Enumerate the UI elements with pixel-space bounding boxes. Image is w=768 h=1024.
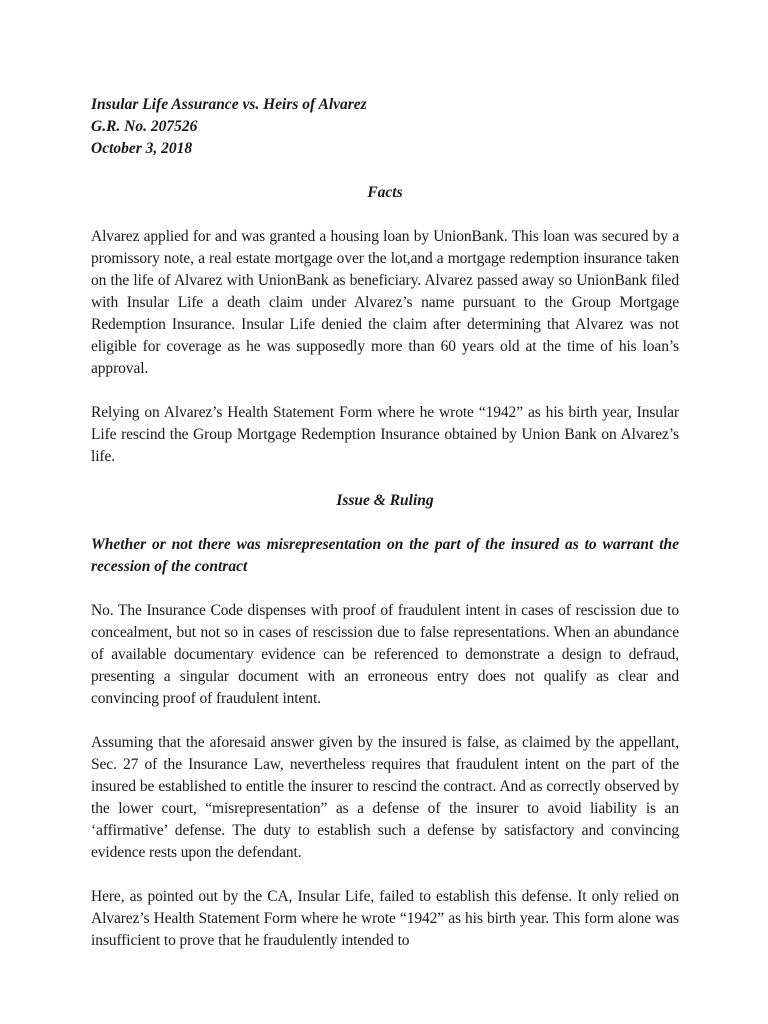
ruling-paragraph-3: Here, as pointed out by the CA, Insular Life, failed to establish this defense. It only relied on Alvarez’s Health Statement Form where he wrote “1942” as his birth year. This form alone was insufficient to prove that he fraudulently intended to: [91, 888, 679, 949]
ruling-heading: Issue & Ruling: [336, 492, 434, 509]
decision-date: October 3, 2018: [91, 140, 193, 157]
ruling-paragraph-1: No. The Insurance Code dispenses with proof of fraudulent intent in cases of rescission due to concealment, but not so in cases of rescission due to false representations. When an abundance of available documentary evidence can be referenced to demonstrate a design to defraud, presenting a singular document with an erroneous entry does not qualify as clear and convincing proof of fraudulent intent.: [91, 602, 679, 707]
case-title: Insular Life Assurance vs. Heirs of Alvarez: [91, 96, 367, 113]
facts-heading: Facts: [367, 184, 403, 201]
document-body: [91, 94, 679, 952]
ruling-paragraph-2: Assuming that the aforesaid answer given by the insured is false, as claimed by the appellant, Sec. 27 of the Insurance Law, nevertheless requires that fraudulent intent on the part of the insured be established to entitle the insurer to rescind the contract. And as correctly observed by the lower court, “misrepresentation” as a defense of the insurer to avoid liability is an ‘affirmative’ defense. The duty to establish such a defense by satisfactory and convincing evidence rests upon the defendant.: [91, 734, 679, 861]
gr-number: G.R. No. 207526: [91, 118, 198, 135]
facts-paragraph-1: Alvarez applied for and was granted a housing loan by UnionBank. This loan was secured by a promissory note, a real estate mortgage over the lot,and a mortgage redemption insurance taken on the life of Alvarez with UnionBank as beneficiary. Alvarez passed away so UnionBank filed with Insular Life a death claim under Alvarez’s name pursuant to the Group Mortgage Redemption Insurance. Insular Life denied the claim after determining that Alvarez was not eligible for coverage as he was supposedly more than 60 years old at the time of his loan’s approval.: [91, 228, 679, 377]
issue-statement: Whether or not there was misrepresentation on the part of the insured as to warrant the recession of the contract: [91, 536, 679, 575]
facts-paragraph-2: Relying on Alvarez’s Health Statement Form where he wrote “1942” as his birth year, Insular Life rescind the Group Mortgage Redemption Insurance obtained by Union Bank on Alvarez’s life.: [91, 404, 679, 465]
